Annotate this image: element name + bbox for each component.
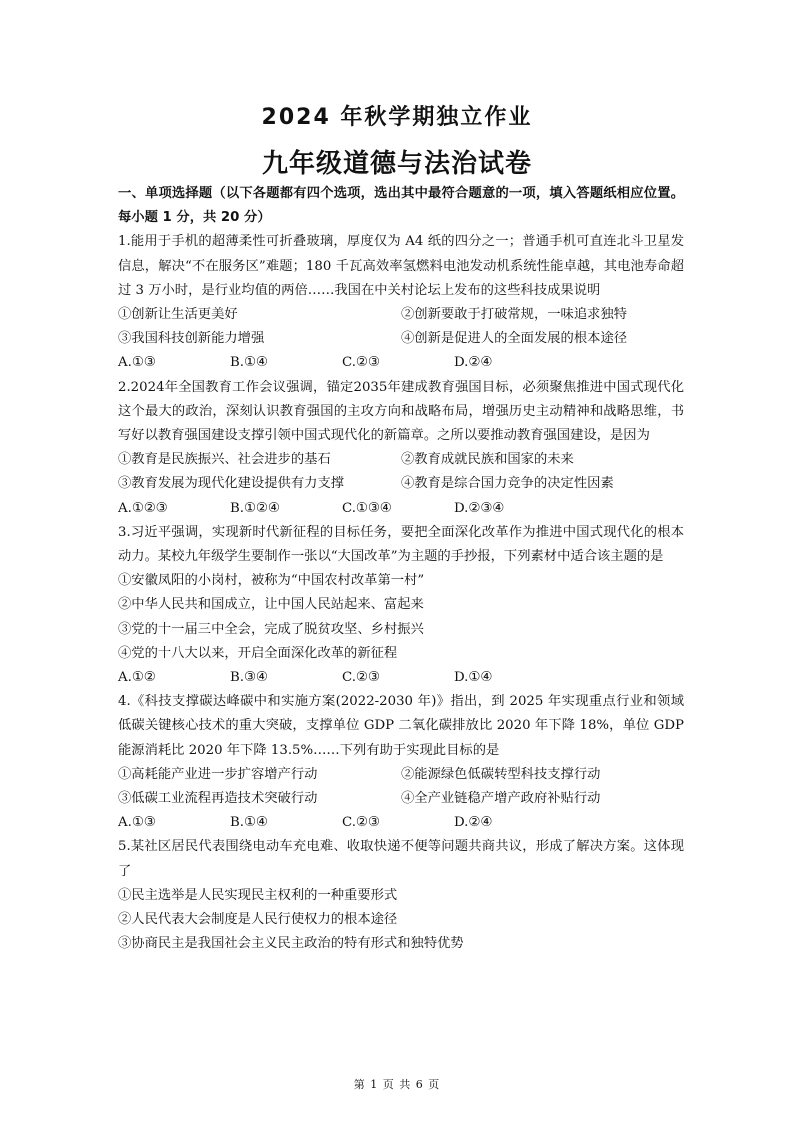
answer-a: A.①③: [118, 815, 156, 831]
question-1: [118, 230, 684, 375]
option-3: ③教育发展为现代化建设提供有力支撑: [118, 476, 345, 492]
option-row: [118, 327, 684, 351]
question-3: [118, 521, 684, 690]
option-2: ②创新要敢于打破常规，一味追求独特: [401, 307, 628, 323]
option-1: ①民主选举是人民实现民主权利的一种重要形式: [118, 887, 398, 903]
answer-row: [118, 666, 684, 690]
option-2: ②人民代表大会制度是人民行使权力的根本途径: [118, 912, 398, 928]
option-row: [118, 787, 684, 811]
answer-row: [118, 811, 684, 835]
answer-a: A.①②: [118, 670, 156, 686]
option-1: ①教育是民族振兴、社会进步的基石: [118, 452, 331, 468]
option-1: ①安徽凤阳的小岗村，被称为“中国农村改革第一村”: [118, 573, 425, 589]
question-stem: 3.习近平强调，实现新时代新征程的目标任务，要把全面深化改革作为推进中国式现代化的根本动力。某校九年级学生要制作一张以“大国改革”为主题的手抄报，下列素材中适合该主题的是: [118, 524, 684, 565]
answer-d: D.②④: [454, 355, 493, 371]
option-row: [118, 303, 684, 327]
answer-b: B.①④: [230, 815, 268, 831]
answer-b: B.①②④: [230, 500, 280, 516]
exam-content: [118, 182, 684, 957]
option-row: [118, 472, 684, 496]
answer-b: B.③④: [230, 670, 268, 686]
answer-b: B.①④: [230, 355, 268, 371]
option-3: ③协商民主是我国社会主义民主政治的特有形式和独特优势: [118, 936, 464, 952]
option-3: ③党的十一届三中全会，完成了脱贫攻坚、乡村振兴: [118, 621, 424, 637]
option-row: [118, 763, 684, 787]
answer-c: C.②③: [342, 355, 380, 371]
answer-a: A.①③: [118, 355, 156, 371]
answer-c: C.①③④: [342, 500, 392, 516]
option-2: ②能源绿色低碳转型科技支撑行动: [401, 766, 601, 782]
question-2: [118, 376, 684, 521]
answer-d: D.②③④: [454, 500, 505, 516]
option-2: ②中华人民共和国成立，让中国人民站起来、富起来: [118, 597, 424, 613]
question-stem: 2.2024年全国教育工作会议强调，锚定2035年建成教育强国目标，必须聚焦推进中国式现代化这个最大的政治，深刻认识教育强国的主攻方向和战略布局，增强历史主动精神和战略思维，书写好以教育强国建设支撑引领中国式现代化的新篇章。之所以要推动教育强国建设，是因为: [118, 379, 684, 444]
option-3: ③低碳工业流程再造技术突破行动: [118, 791, 318, 807]
question-4: [118, 690, 684, 835]
option-4: ④党的十八大以来，开启全面深化改革的新征程: [118, 645, 398, 661]
answer-d: D.②④: [454, 815, 493, 831]
option-row: [118, 448, 684, 472]
answer-d: D.①④: [454, 670, 493, 686]
answer-c: C.②③: [342, 670, 380, 686]
option-1: ①高耗能产业进一步扩容增产行动: [118, 766, 318, 782]
exam-title: 2024 年秋学期独立作业: [261, 105, 533, 130]
question-stem: 5.某社区居民代表围绕电动车充电难、收取快递不便等问题共商共议，形成了解决方案。这体现了: [118, 839, 684, 879]
page-number: 第 1 页 共 6 页: [353, 1078, 441, 1091]
question-5: [118, 835, 684, 956]
option-3: ③我国科技创新能力增强: [118, 331, 265, 347]
option-4: ④教育是综合国力竞争的决定性因素: [401, 476, 614, 492]
answer-row: [118, 351, 684, 375]
section-heading: 一、单项选择题（以下各题都有四个选项，选出其中最符合题意的一项，填入答题纸相应位置。每小题 1 分，共 20 分）: [118, 186, 684, 226]
answer-c: C.②③: [342, 815, 380, 831]
option-1: ①创新让生活更美好: [118, 307, 238, 323]
answer-row: [118, 497, 684, 521]
question-stem: 4.《科技支撑碳达峰碳中和实施方案(2022-2030 年)》指出，到 2025 年实现重点行业和领域低碳关键核心技术的重大突破，支撑单位 GDP 二氧化碳排放比 2020 年下降 18%，单位 GDP 能源消耗比 2020 年下降 13.5%……下列有助于实现此目标的是: [118, 694, 684, 758]
option-2: ②教育成就民族和国家的未来: [401, 452, 574, 468]
answer-a: A.①②③: [118, 500, 168, 516]
exam-subtitle: 九年级道德与法治试卷: [261, 149, 532, 179]
option-4: ④创新是促进人的全面发展的根本途径: [401, 331, 628, 347]
option-4: ④全产业链稳产增产政府补贴行动: [401, 791, 601, 807]
question-stem: 1.能用于手机的超薄柔性可折叠玻璃，厚度仅为 A4 纸的四分之一；普通手机可直连北斗卫星发信息，解决“不在服务区”难题；180 千瓦高效率氢燃料电池发动机系统性能卓越，其电池寿命超过 3 万小时，是行业均值的两倍……我国在中关村论坛上发布的这些科技成果说明: [118, 234, 684, 298]
